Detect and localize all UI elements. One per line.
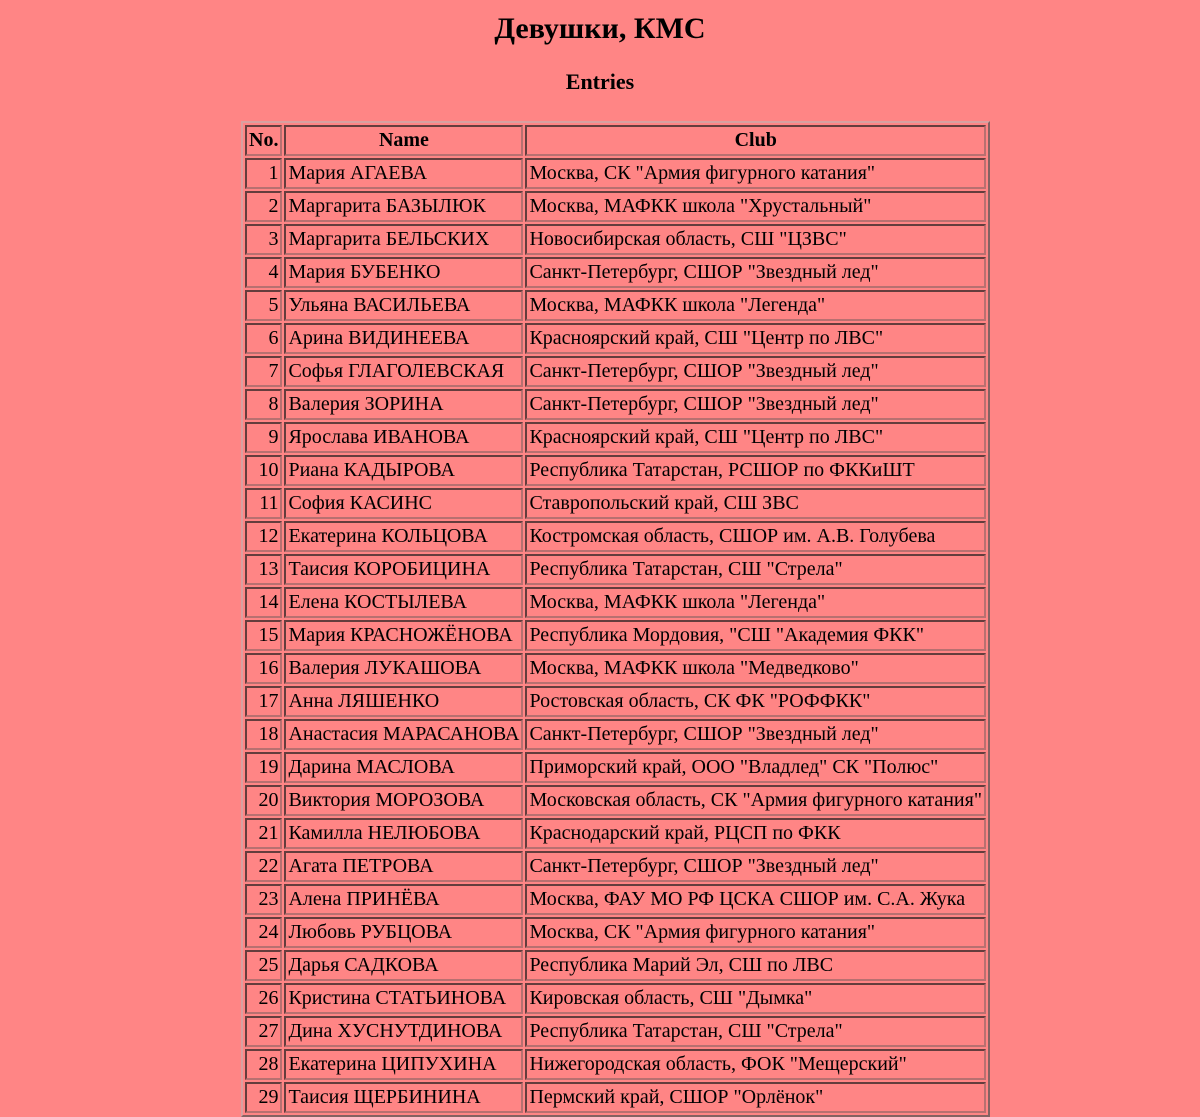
table-row	[245, 917, 986, 948]
entry-club: Санкт-Петербург, СШОР "Звездный лед"	[525, 719, 986, 750]
table-row	[245, 455, 986, 486]
entry-number: 12	[245, 521, 282, 552]
entry-club: Санкт-Петербург, СШОР "Звездный лед"	[525, 257, 986, 288]
table-row	[245, 851, 986, 882]
table-row	[245, 620, 986, 651]
entry-name: Софья ГЛАГОЛЕВСКАЯ	[284, 356, 523, 387]
entry-number: 20	[245, 785, 282, 816]
entry-name: Дарина МАСЛОВА	[284, 752, 523, 783]
entry-club: Кировская область, СШ "Дымка"	[525, 983, 986, 1014]
table-row	[245, 257, 986, 288]
entry-number: 4	[245, 257, 282, 288]
entry-club: Москва, МАФКК школа "Хрустальный"	[525, 191, 986, 222]
column-header-name: Name	[284, 125, 523, 156]
entry-number: 10	[245, 455, 282, 486]
entry-name: Екатерина КОЛЬЦОВА	[284, 521, 523, 552]
table-row	[245, 1082, 986, 1113]
table-row	[245, 521, 986, 552]
entry-number: 8	[245, 389, 282, 420]
table-row	[245, 356, 986, 387]
entry-name: Дарья САДКОВА	[284, 950, 523, 981]
entry-number: 3	[245, 224, 282, 255]
entry-name: Таисия ЩЕРБИНИНА	[284, 1082, 523, 1113]
entry-club: Красноярский край, СШ "Центр по ЛВС"	[525, 422, 986, 453]
entry-number: 24	[245, 917, 282, 948]
entry-number: 14	[245, 587, 282, 618]
entries-body	[245, 158, 986, 1113]
entry-club: Краснодарский край, РЦСП по ФКК	[525, 818, 986, 849]
table-row	[245, 389, 986, 420]
entry-name: Виктория МОРОЗОВА	[284, 785, 523, 816]
page-title: Девушки, КМС	[494, 12, 706, 45]
table-row	[245, 554, 986, 585]
table-row	[245, 1049, 986, 1080]
entry-club: Новосибирская область, СШ "ЦЗВС"	[525, 224, 986, 255]
entry-number: 22	[245, 851, 282, 882]
table-row	[245, 950, 986, 981]
entry-number: 9	[245, 422, 282, 453]
entry-name: Риана КАДЫРОВА	[284, 455, 523, 486]
entry-name: Алена ПРИНЁВА	[284, 884, 523, 915]
entry-number: 11	[245, 488, 282, 519]
entry-number: 15	[245, 620, 282, 651]
entry-name: Таисия КОРОБИЦИНА	[284, 554, 523, 585]
entry-name: Любовь РУБЦОВА	[284, 917, 523, 948]
entry-number: 23	[245, 884, 282, 915]
entry-number: 13	[245, 554, 282, 585]
entry-name: Агата ПЕТРОВА	[284, 851, 523, 882]
column-header-no: No.	[245, 125, 282, 156]
entry-number: 16	[245, 653, 282, 684]
table-row	[245, 191, 986, 222]
table-row	[245, 752, 986, 783]
entry-number: 29	[245, 1082, 282, 1113]
entry-club: Москва, МАФКК школа "Медведково"	[525, 653, 986, 684]
table-row	[245, 884, 986, 915]
entry-club: Республика Татарстан, РСШОР по ФККиШТ	[525, 455, 986, 486]
entry-club: Приморский край, ООО "Владлед" СК "Полюс"	[525, 752, 986, 783]
entry-name: Валерия ЗОРИНА	[284, 389, 523, 420]
table-row	[245, 290, 986, 321]
entry-number: 27	[245, 1016, 282, 1047]
table-row	[245, 653, 986, 684]
table-row	[245, 983, 986, 1014]
entry-club: Московская область, СК "Армия фигурного катания"	[525, 785, 986, 816]
table-row	[245, 785, 986, 816]
entry-name: Дина ХУСНУТДИНОВА	[284, 1016, 523, 1047]
entry-club: Нижегородская область, ФОК "Мещерский"	[525, 1049, 986, 1080]
entry-number: 19	[245, 752, 282, 783]
table-row	[245, 323, 986, 354]
entry-club: Республика Татарстан, СШ "Стрела"	[525, 1016, 986, 1047]
table-row	[245, 719, 986, 750]
entry-club: Пермский край, СШОР "Орлёнок"	[525, 1082, 986, 1113]
entry-club: Санкт-Петербург, СШОР "Звездный лед"	[525, 356, 986, 387]
entries-table	[241, 121, 990, 1117]
entry-number: 26	[245, 983, 282, 1014]
entry-name: Маргарита БАЗЫЛЮК	[284, 191, 523, 222]
entry-number: 25	[245, 950, 282, 981]
entry-club: Ставропольский край, СШ ЗВС	[525, 488, 986, 519]
entry-club: Москва, ФАУ МО РФ ЦСКА СШОР им. С.А. Жука	[525, 884, 986, 915]
entry-number: 1	[245, 158, 282, 189]
entry-club: Республика Татарстан, СШ "Стрела"	[525, 554, 986, 585]
table-row	[245, 488, 986, 519]
table-header-row	[245, 125, 986, 156]
entry-name: Елена КОСТЫЛЕВА	[284, 587, 523, 618]
entry-name: Кристина СТАТЬИНОВА	[284, 983, 523, 1014]
entry-name: Арина ВИДИНЕЕВА	[284, 323, 523, 354]
table-row	[245, 818, 986, 849]
entry-club: Москва, МАФКК школа "Легенда"	[525, 290, 986, 321]
entry-number: 28	[245, 1049, 282, 1080]
entry-club: Республика Мордовия, "СШ "Академия ФКК"	[525, 620, 986, 651]
entry-name: Анастасия МАРАСАНОВА	[284, 719, 523, 750]
entry-name: Мария КРАСНОЖЁНОВА	[284, 620, 523, 651]
entry-club: Республика Марий Эл, СШ по ЛВС	[525, 950, 986, 981]
entry-name: Ульяна ВАСИЛЬЕВА	[284, 290, 523, 321]
entry-number: 2	[245, 191, 282, 222]
entry-name: Мария БУБЕНКО	[284, 257, 523, 288]
entry-club: Санкт-Петербург, СШОР "Звездный лед"	[525, 851, 986, 882]
entry-name: Екатерина ЦИПУХИНА	[284, 1049, 523, 1080]
entry-club: Красноярский край, СШ "Центр по ЛВС"	[525, 323, 986, 354]
table-row	[245, 1016, 986, 1047]
entry-number: 21	[245, 818, 282, 849]
page-subtitle: Entries	[565, 69, 635, 94]
entry-name: Мария АГАЕВА	[284, 158, 523, 189]
table-row	[245, 158, 986, 189]
table-row	[245, 686, 986, 717]
entry-name: Анна ЛЯШЕНКО	[284, 686, 523, 717]
entry-number: 18	[245, 719, 282, 750]
table-row	[245, 587, 986, 618]
entry-club: Москва, СК "Армия фигурного катания"	[525, 158, 986, 189]
entry-name: Маргарита БЕЛЬСКИХ	[284, 224, 523, 255]
entry-club: Москва, МАФКК школа "Легенда"	[525, 587, 986, 618]
table-row	[245, 422, 986, 453]
entry-name: Камилла НЕЛЮБОВА	[284, 818, 523, 849]
table-row	[245, 224, 986, 255]
entry-name: София КАСИНС	[284, 488, 523, 519]
entry-club: Костромская область, СШОР им. А.В. Голубева	[525, 521, 986, 552]
entry-number: 7	[245, 356, 282, 387]
entry-name: Ярослава ИВАНОВА	[284, 422, 523, 453]
entry-number: 5	[245, 290, 282, 321]
column-header-club: Club	[525, 125, 986, 156]
entry-number: 6	[245, 323, 282, 354]
entry-club: Санкт-Петербург, СШОР "Звездный лед"	[525, 389, 986, 420]
entry-number: 17	[245, 686, 282, 717]
entry-club: Ростовская область, СК ФК "РОФФКК"	[525, 686, 986, 717]
entry-club: Москва, СК "Армия фигурного катания"	[525, 917, 986, 948]
entry-name: Валерия ЛУКАШОВА	[284, 653, 523, 684]
